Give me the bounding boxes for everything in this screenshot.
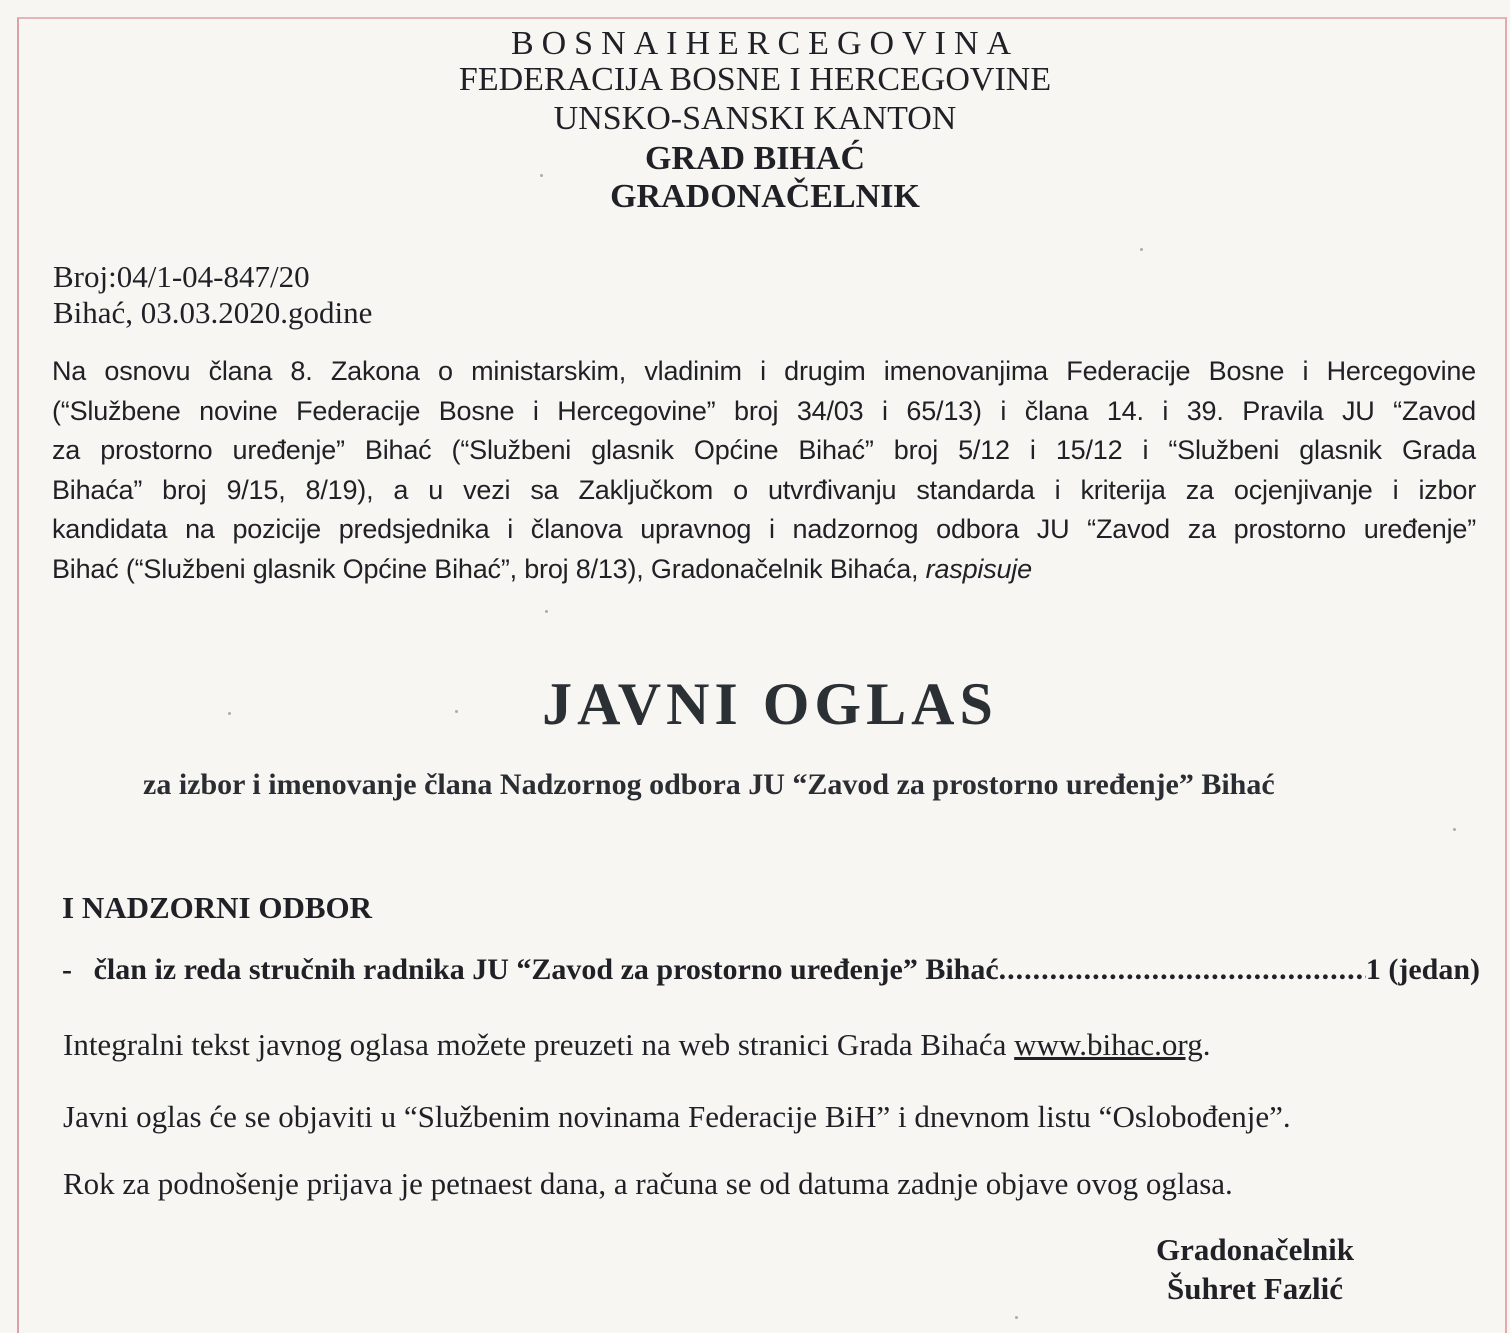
list-item	[62, 950, 1480, 990]
website-link[interactable]: www.bihac.org	[1014, 1027, 1203, 1062]
intro-line: za prostorno uređenje” Bihać (“Službeni glasnik Općine Bihać” broj 5/12 i 15/12 i “Službeni glasnik Grada	[52, 435, 1476, 465]
scan-speck	[1140, 248, 1143, 251]
scan-speck	[545, 610, 548, 613]
scan-speck	[540, 174, 543, 177]
header-canton: UNSKO-SANSKI KANTON	[553, 100, 957, 137]
dot-leader	[999, 950, 1366, 990]
scan-speck	[1015, 1316, 1018, 1319]
signature-name: Šuhret Fazlić	[1167, 1271, 1343, 1306]
scan-speck	[455, 710, 458, 713]
paragraph-web	[63, 1025, 1210, 1065]
intro-italic-word: raspisuje	[925, 553, 1032, 584]
list-bullet: -	[62, 953, 72, 986]
signature-block	[1120, 1230, 1390, 1308]
signature-title: Gradonačelnik	[1155, 1232, 1355, 1267]
document-number: Broj:04/1-04-847/20	[53, 259, 310, 294]
intro-paragraph	[52, 352, 1476, 589]
document-date: Bihać, 03.03.2020.godine	[53, 295, 373, 330]
section-title: I NADZORNI ODBOR	[62, 890, 373, 925]
list-item-text: član iz reda stručnih radnika JU “Zavod za prostorno uređenje” Bihać	[93, 953, 999, 986]
scan-speck	[228, 712, 231, 715]
intro-line: Bihaća” broj 9/15, 8/19), a u vezi sa Zaključkom o utvrđivanju standarda i kriterija za ocjenjivanje i izbor	[52, 474, 1476, 505]
intro-line: kandidata na pozicije predsjednika i članova upravnog i nadzornog odbora JU “Zavod za prostorno uređenje”	[52, 514, 1476, 544]
intro-line: (“Službene novine Federacije Bosne i Hercegovine” broj 34/03 i 65/13) i člana 14. i 39. Pravila JU “Zavod	[52, 395, 1476, 426]
paragraph-web-text: Integralni tekst javnog oglasa možete preuzeti na web stranici Grada Bihaća	[63, 1027, 1015, 1062]
paragraph-publication: Javni oglas će se objaviti u “Službenim novinama Federacije BiH” i dnevnom listu “Oslobođenje”.	[63, 1099, 1291, 1134]
intro-line: Na osnovu člana 8. Zakona o ministarskim, vladinim i drugim imenovanjima Federacije Bosne i Hercegovine	[52, 356, 1476, 386]
header-country: BOSNAIHERCEGOVINA	[510, 25, 1020, 62]
intro-line: Bihać (“Službeni glasnik Općine Bihać”, broj 8/13), Gradonačelnik Bihaća,	[52, 553, 919, 584]
header-office: GRADONAČELNIK	[610, 178, 920, 215]
list-item-count: 1 (jedan)	[1365, 953, 1480, 986]
header-city: GRAD BIHAĆ	[644, 140, 866, 177]
document-subtitle: za izbor i imenovanje člana Nadzornog odbora JU “Zavod za prostorno uređenje” Bihać	[143, 768, 1275, 801]
scan-speck	[1453, 828, 1456, 831]
intro-last-line	[52, 550, 1476, 590]
header-federation: FEDERACIJA BOSNE I HERCEGOVINE	[458, 61, 1052, 98]
document-title: JAVNI OGLAS	[542, 671, 998, 737]
paragraph-web-end: .	[1202, 1027, 1211, 1062]
paragraph-deadline: Rok za podnošenje prijava je petnaest dana, a računa se od datuma zadnje objave ovog oglasa.	[63, 1166, 1233, 1201]
